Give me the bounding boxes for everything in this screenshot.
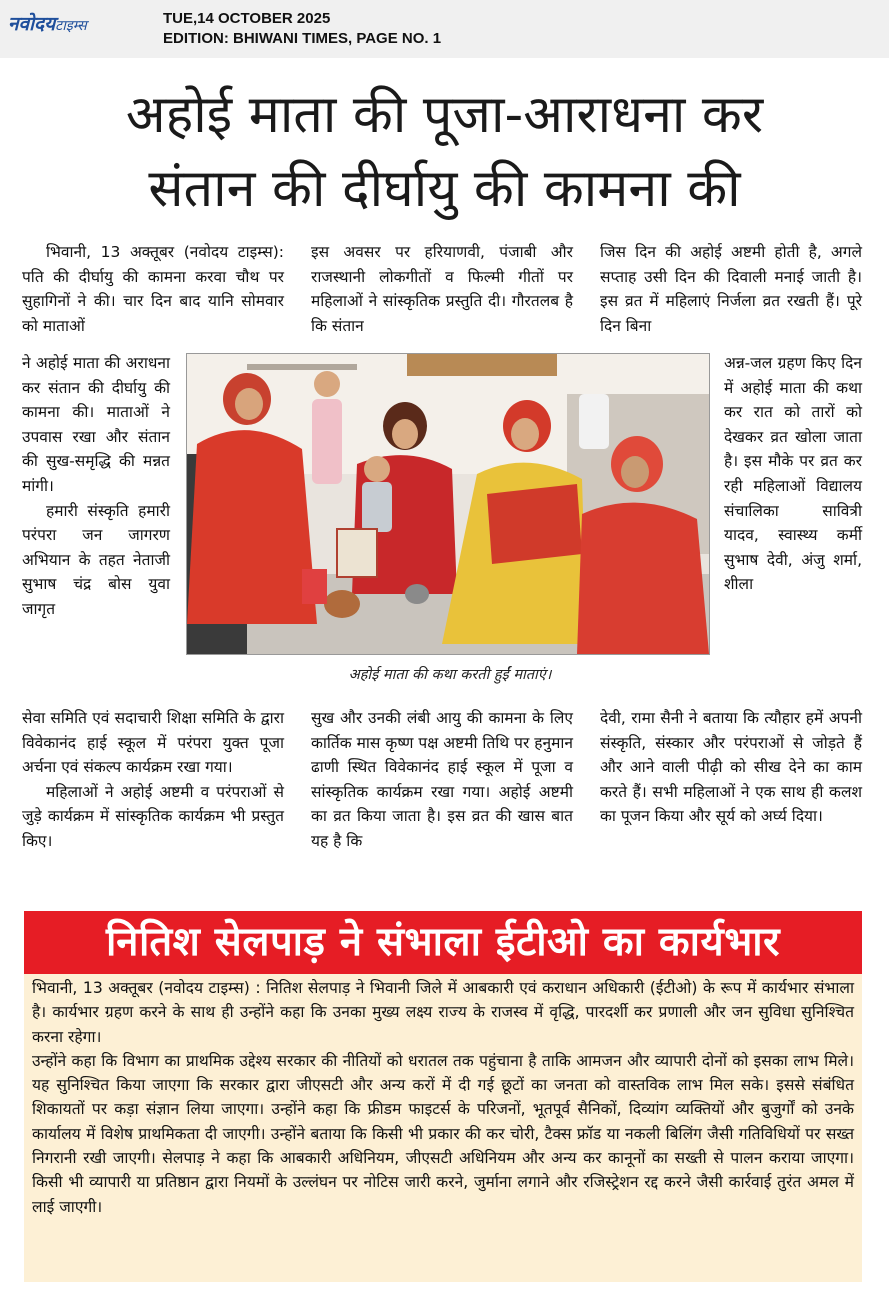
logo-sub-text: टाइम्स <box>55 18 87 34</box>
story2-para2: उन्होंने कहा कि विभाग का प्राथमिक उद्देश्य सरकार की नीतियों को धरातल तक पहुंचाना है ताकि आमजन और व्यापारी दोनों को इसका लाभ मिले। यह सुनिश्चित किया जाएगा कि सरकार द्वारा जीएसटी और अन्य करों में दी गई छूटों का जनता को वास्तविक लाभ मिल सके। इससे संबंधित शिकायतों पर कड़ा संज्ञान लिया जाएगा। उन्होंने कहा कि फ्रीडम फाइटर्स के परिजनों, भूतपूर्व सैनिकों, दिव्यांग व्यक्तियों और बुजुर्गों को उनके कार्यालय में विशेष प्राथमिकता दी जाएगी। उन्होंने बताया कि किसी भी प्रकार की कर चोरी, टैक्स फ्रॉड या नकली बिलिंग जैसी गतिविधियों पर सख्त निगरानी रखी जाएगी। सेलपाड़ ने कहा कि आबकारी अधिनियम, जीएसटी अधिनियम और अन्य कर कानूनों का सख्ती से पालन कराया जाएगा। किसी भी व्यापारी या प्रतिष्ठान द्वारा नियमों के उल्लंघन पर नोटिस जारी करने, जुर्माना लगाने और रजिस्ट्रेशन रद्द करने जैसी कार्रवाई तुरंत अमल में लाई जाएगी। <box>32 1051 854 1216</box>
story1-headline-line2: संतान की दीर्घायु की कामना की <box>148 159 741 219</box>
masthead-bar <box>0 0 889 58</box>
story1-headline <box>0 78 889 226</box>
story1-headline-line1: अहोई माता की पूजा-आराधना कर <box>125 85 764 145</box>
photo-caption: अहोई माता की कथा करती हुईं माताएं। <box>348 667 552 683</box>
story1-col2-bottom <box>311 706 573 854</box>
col3-top-text: जिस दिन की अहोई अष्टमी होती है, अगले सप्ताह उसी दिन की दिवाली मनाई जाती है। इस व्रत में महिलाएं निर्जला व्रत रखती हैं। पूरे दिन बिना <box>600 243 862 335</box>
col1-mid-para1: ने अहोई माता की अराधना कर संतान की दीर्घायु की कामना की। माताओं ने उपवास रखा और संतान की सुख-समृद्धि की मन्नत मांगी। <box>22 354 170 495</box>
story2-body <box>24 974 862 1282</box>
col1-bottom-para2: महिलाओं ने अहोई अष्टमी व परंपराओं से जुड़े कार्यक्रम में सांस्कृतिक कार्यक्रम भी प्रस्तुत किए। <box>22 782 284 850</box>
edition-info <box>163 9 441 49</box>
story1-col2-top <box>311 240 573 338</box>
story1-col3-mid <box>724 351 862 597</box>
edition-line: EDITION: BHIWANI TIMES, PAGE NO. 1 <box>163 30 442 47</box>
story1-col3-bottom <box>600 706 862 829</box>
story2-para1: भिवानी, 13 अक्तूबर (नवोदय टाइम्स) : नितिश सेलपाड़ ने भिवानी जिले में आबकारी एवं कराधान अधिकारी (ईटीओ) के रूप में कार्यभार संभाला है। कार्यभार ग्रहण करने के साथ ही उन्होंने कहा कि उनका मुख्य लक्ष्य राज्य के राजस्व में वृद्धि, पारदर्शी कर प्रणाली और जन सुविधा सुनिश्चित करना रहेगा। <box>32 979 854 1046</box>
col1-bottom-para1: सेवा समिति एवं सदाचारी शिक्षा समिति के द्वारा विवेकानंद हाई स्कूल में परंपरा युक्त पूजा अर्चना एवं संकल्प कार्यक्रम रखा गया। <box>22 709 284 777</box>
story1-col1-bottom <box>22 706 284 854</box>
col1-top-text: भिवानी, 13 अक्तूबर (नवोदय टाइम्स): पति की दीर्घायु की कामना करवा चौथ पर सुहागिनों ने की। चार दिन बाद यानि सोमवार को माताओं <box>22 243 284 335</box>
newspaper-logo <box>8 10 87 36</box>
col3-bottom-text: देवी, रामा सैनी ने बताया कि त्यौहार हमें अपनी संस्कृति, संस्कार और परंपराओं से जोड़ते हैं और आने वाली पीढ़ी को सीख देने का काम करते हैं। सभी महिलाओं ने एक साथ ही कलश का पूजन किया और सूर्य को अर्घ्य दिया। <box>600 709 862 826</box>
story1-col1-top <box>22 240 284 338</box>
story2-headline-band <box>24 911 862 974</box>
col2-bottom-text: सुख और उनकी लंबी आयु की कामना के लिए कार्तिक मास कृष्ण पक्ष अष्टमी तिथि पर हनुमान ढाणी स्थित विवेकानंद हाई स्कूल में पूजा व सांस्कृतिक कार्यक्रम रखा गया। अहोई अष्टमी का व्रत किया जाता है। इस व्रत की खास बात यह है कि <box>311 709 573 850</box>
story2-headline: नितिश सेलपाड़ ने संभाला ईटीओ का कार्यभार <box>105 919 781 965</box>
story1-col3-top <box>600 240 862 338</box>
worship-photo-illustration <box>187 354 709 654</box>
col2-top-text: इस अवसर पर हरियाणवी, पंजाबी और राजस्थानी लोकगीतों व फिल्मी गीतों पर महिलाओं ने सांस्कृतिक प्रस्तुति दी। गौरतलब है कि संतान <box>311 243 573 335</box>
logo-main-text: नवोदय <box>8 13 56 35</box>
date-line: TUE,14 OCTOBER 2025 <box>163 10 331 27</box>
col1-mid-para2: हमारी संस्कृति हमारी परंपरा जन जागरण अभियान के तहत नेताजी सुभाष चंद्र बोस युवा जागृत <box>22 501 170 618</box>
story1-photo <box>186 353 710 655</box>
story1-col1-mid <box>22 351 170 622</box>
col3-mid-text: अन्न-जल ग्रहण किए दिन में अहोई माता की कथा कर रात को तारों को देखकर व्रत खोला जाता है। इस मौके पर व्रत कर रही महिलाओं विद्यालय संचालिका सावित्री यादव, स्वास्थ्य कर्मी सुभाष देवी, अंजु शर्मा, शीला <box>724 354 862 594</box>
